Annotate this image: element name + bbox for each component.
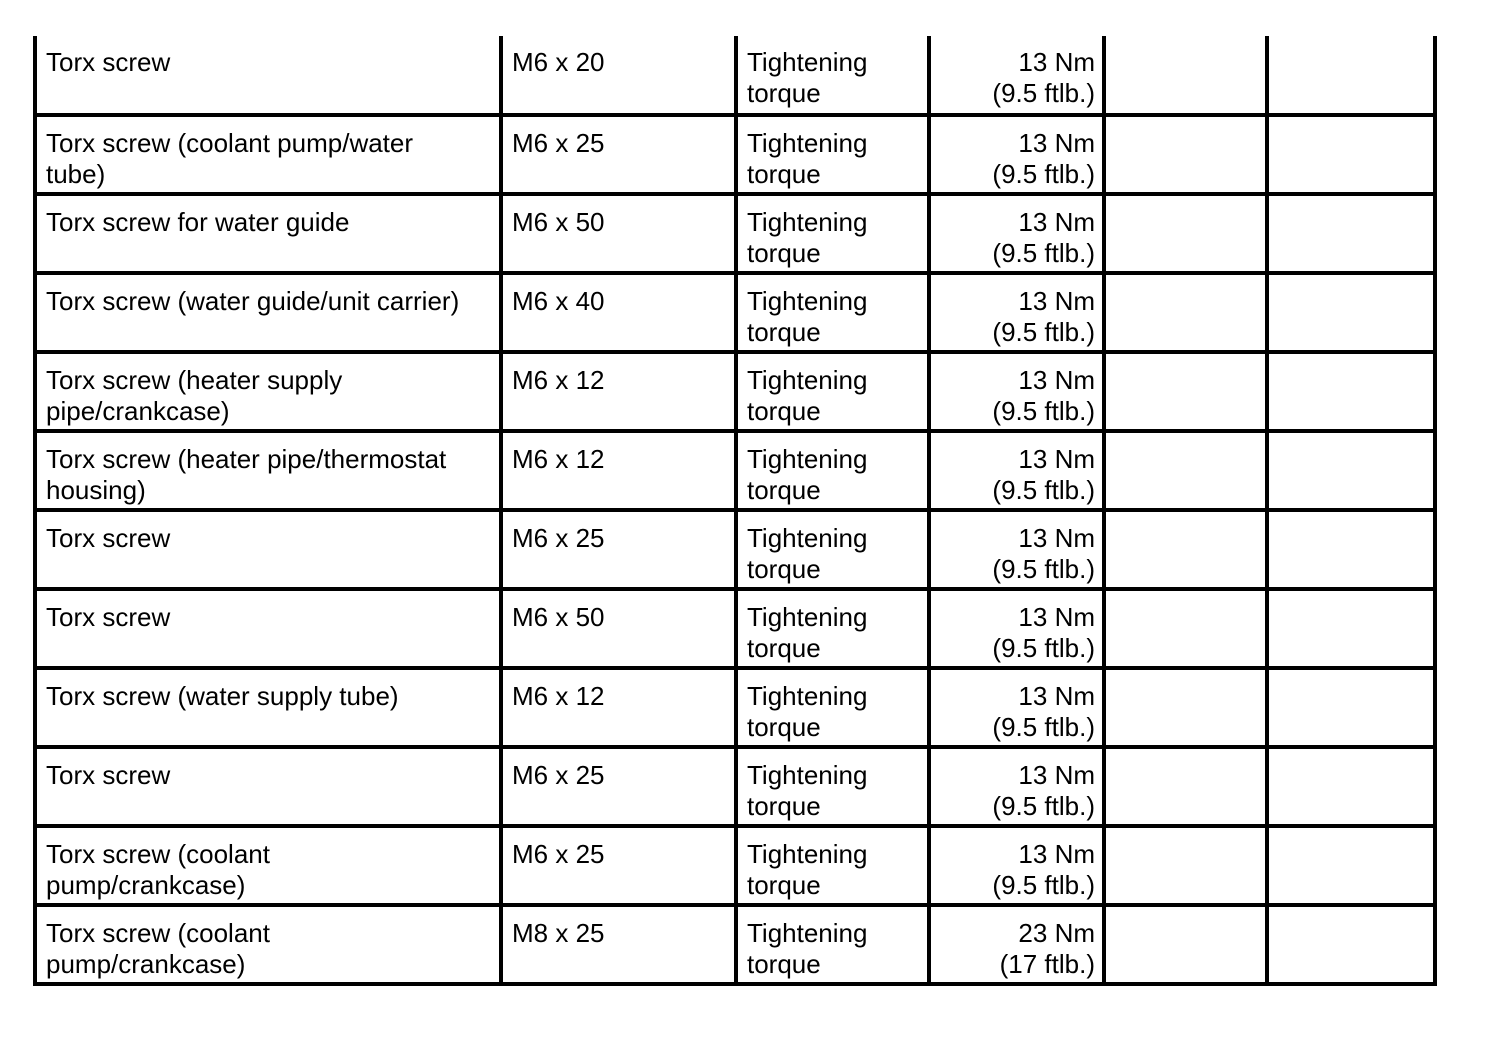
spec-type-cell (736, 589, 929, 668)
torque-metric: 13 Nm (1018, 207, 1095, 237)
torque-value-cell (929, 36, 1104, 115)
empty-cell-5 (1104, 273, 1267, 352)
torque-imperial: (9.5 ftlb.) (992, 317, 1095, 347)
spec-type-line-1: Tightening (747, 365, 868, 395)
table-row (35, 747, 1435, 826)
empty-cell-6 (1267, 747, 1435, 826)
spec-type-line-2: torque (747, 712, 821, 742)
empty-cell-6 (1267, 826, 1435, 905)
spec-type-line-1: Tightening (747, 47, 868, 77)
part-description-cell (35, 826, 501, 905)
torque-value-cell (929, 747, 1104, 826)
thread-size-cell: M6 x 40 (501, 273, 736, 352)
part-description-cell (35, 431, 501, 510)
table-row (35, 115, 1435, 194)
part-description-line: pump/crankcase) (46, 949, 246, 979)
torque-metric: 13 Nm (1018, 128, 1095, 158)
spec-type-line-2: torque (747, 78, 821, 108)
torque-imperial: (9.5 ftlb.) (992, 475, 1095, 505)
torque-value-cell (929, 826, 1104, 905)
table-row (35, 352, 1435, 431)
spec-type-line-2: torque (747, 238, 821, 268)
table-row (35, 194, 1435, 273)
torque-metric: 13 Nm (1018, 365, 1095, 395)
spec-type-cell (736, 115, 929, 194)
empty-cell-6 (1267, 36, 1435, 115)
spec-type-line-2: torque (747, 475, 821, 505)
empty-cell-5 (1104, 668, 1267, 747)
torque-metric: 13 Nm (1018, 444, 1095, 474)
part-description-cell: Torx screw (35, 510, 501, 589)
spec-type-line-1: Tightening (747, 839, 868, 869)
part-description-line: pump/crankcase) (46, 870, 246, 900)
spec-type-line-1: Tightening (747, 602, 868, 632)
spec-type-line-2: torque (747, 633, 821, 663)
table-row (35, 668, 1435, 747)
torque-imperial: (9.5 ftlb.) (992, 633, 1095, 663)
spec-type-cell (736, 510, 929, 589)
empty-cell-5 (1104, 747, 1267, 826)
empty-cell-5 (1104, 826, 1267, 905)
thread-size-cell: M8 x 25 (501, 905, 736, 984)
torque-value-cell (929, 905, 1104, 984)
spec-type-line-1: Tightening (747, 523, 868, 553)
thread-size-cell: M6 x 12 (501, 352, 736, 431)
table-row (35, 826, 1435, 905)
spec-type-line-1: Tightening (747, 207, 868, 237)
empty-cell-5 (1104, 905, 1267, 984)
part-description-line: housing) (46, 475, 146, 505)
table-row (35, 36, 1435, 115)
spec-type-line-1: Tightening (747, 681, 868, 711)
thread-size-cell: M6 x 50 (501, 194, 736, 273)
empty-cell-6 (1267, 510, 1435, 589)
thread-size-cell: M6 x 25 (501, 747, 736, 826)
torque-value-cell (929, 431, 1104, 510)
spec-type-line-2: torque (747, 317, 821, 347)
torque-imperial: (9.5 ftlb.) (992, 712, 1095, 742)
part-description-line: Torx screw (heater pipe/thermostat (46, 444, 447, 474)
part-description-cell (35, 905, 501, 984)
torque-metric: 13 Nm (1018, 47, 1095, 77)
table-row (35, 589, 1435, 668)
empty-cell-6 (1267, 352, 1435, 431)
empty-cell-6 (1267, 115, 1435, 194)
torque-metric: 13 Nm (1018, 602, 1095, 632)
table-body (35, 36, 1435, 984)
table-row (35, 510, 1435, 589)
spec-type-cell (736, 431, 929, 510)
empty-cell-5 (1104, 431, 1267, 510)
torque-imperial: (9.5 ftlb.) (992, 396, 1095, 426)
table-row (35, 905, 1435, 984)
torque-imperial: (9.5 ftlb.) (992, 159, 1095, 189)
empty-cell-5 (1104, 510, 1267, 589)
part-description-cell: Torx screw for water guide (35, 194, 501, 273)
torque-imperial: (9.5 ftlb.) (992, 238, 1095, 268)
spec-type-cell (736, 668, 929, 747)
torque-value-cell (929, 510, 1104, 589)
thread-size-cell: M6 x 20 (501, 36, 736, 115)
part-description-cell (35, 115, 501, 194)
spec-type-cell (736, 747, 929, 826)
empty-cell-6 (1267, 589, 1435, 668)
torque-spec-sheet (33, 36, 1433, 986)
torque-imperial: (9.5 ftlb.) (992, 554, 1095, 584)
table-row (35, 273, 1435, 352)
empty-cell-6 (1267, 273, 1435, 352)
thread-size-cell: M6 x 12 (501, 668, 736, 747)
spec-type-cell (736, 36, 929, 115)
empty-cell-5 (1104, 194, 1267, 273)
spec-type-line-1: Tightening (747, 128, 868, 158)
spec-type-cell (736, 352, 929, 431)
spec-type-line-2: torque (747, 870, 821, 900)
torque-imperial: (9.5 ftlb.) (992, 791, 1095, 821)
spec-type-cell (736, 273, 929, 352)
spec-type-cell (736, 194, 929, 273)
spec-type-line-2: torque (747, 554, 821, 584)
spec-type-cell (736, 905, 929, 984)
empty-cell-5 (1104, 115, 1267, 194)
torque-value-cell (929, 589, 1104, 668)
thread-size-cell: M6 x 50 (501, 589, 736, 668)
spec-type-line-2: torque (747, 791, 821, 821)
part-description-cell (35, 352, 501, 431)
part-description-line: Torx screw (coolant pump/water (46, 128, 414, 158)
empty-cell-5 (1104, 36, 1267, 115)
table-row (35, 431, 1435, 510)
torque-spec-table (33, 36, 1437, 986)
part-description-line: pipe/crankcase) (46, 396, 230, 426)
spec-type-line-1: Tightening (747, 760, 868, 790)
torque-value-cell (929, 194, 1104, 273)
torque-metric: 13 Nm (1018, 286, 1095, 316)
torque-metric: 13 Nm (1018, 681, 1095, 711)
thread-size-cell: M6 x 25 (501, 826, 736, 905)
spec-type-line-1: Tightening (747, 444, 868, 474)
torque-value-cell (929, 273, 1104, 352)
part-description-line: Torx screw (heater supply (46, 365, 343, 395)
torque-metric: 23 Nm (1018, 918, 1095, 948)
spec-type-line-2: torque (747, 159, 821, 189)
part-description-line: Torx screw (coolant (46, 839, 270, 869)
thread-size-cell: M6 x 25 (501, 115, 736, 194)
empty-cell-6 (1267, 905, 1435, 984)
torque-value-cell (929, 115, 1104, 194)
part-description-cell: Torx screw (water supply tube) (35, 668, 501, 747)
spec-type-line-1: Tightening (747, 918, 868, 948)
torque-metric: 13 Nm (1018, 839, 1095, 869)
spec-type-line-1: Tightening (747, 286, 868, 316)
spec-type-line-2: torque (747, 396, 821, 426)
empty-cell-6 (1267, 194, 1435, 273)
torque-imperial: (9.5 ftlb.) (992, 870, 1095, 900)
torque-metric: 13 Nm (1018, 523, 1095, 553)
torque-imperial: (17 ftlb.) (999, 949, 1095, 979)
spec-type-line-2: torque (747, 949, 821, 979)
torque-value-cell (929, 668, 1104, 747)
empty-cell-6 (1267, 668, 1435, 747)
spec-type-cell (736, 826, 929, 905)
part-description-line: Torx screw (coolant (46, 918, 270, 948)
part-description-cell: Torx screw (water guide/unit carrier) (35, 273, 501, 352)
empty-cell-6 (1267, 431, 1435, 510)
torque-metric: 13 Nm (1018, 760, 1095, 790)
thread-size-cell: M6 x 25 (501, 510, 736, 589)
torque-value-cell (929, 352, 1104, 431)
torque-imperial: (9.5 ftlb.) (992, 78, 1095, 108)
part-description-cell: Torx screw (35, 36, 501, 115)
part-description-cell: Torx screw (35, 747, 501, 826)
part-description-line: tube) (46, 159, 106, 189)
thread-size-cell: M6 x 12 (501, 431, 736, 510)
empty-cell-5 (1104, 589, 1267, 668)
part-description-cell: Torx screw (35, 589, 501, 668)
empty-cell-5 (1104, 352, 1267, 431)
